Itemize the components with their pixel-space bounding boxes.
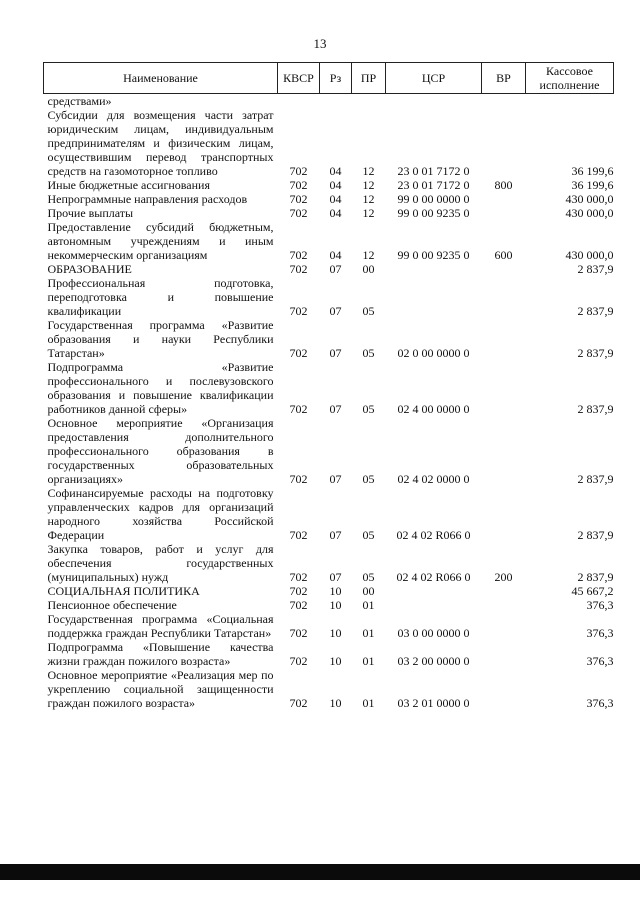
cell-name: Подпрограмма «Повышение качества жизни граждан пожилого возраста» bbox=[47, 640, 274, 668]
cell-name: Подпрограмма «Развитие профессионального и послевузовского образования и повышение квалификации работников данной сферы» bbox=[47, 360, 274, 416]
cell-pr bbox=[352, 94, 386, 109]
table-row bbox=[44, 108, 614, 178]
cell-csr: 02 4 02 R066 0 bbox=[396, 528, 471, 542]
cell-vr bbox=[482, 612, 526, 640]
cell-pr: 05 bbox=[362, 304, 375, 318]
cell-csr bbox=[386, 584, 482, 598]
cell-sum: 36 199,6 bbox=[571, 164, 614, 178]
page-number: 13 bbox=[313, 36, 327, 51]
cell-pr: 12 bbox=[362, 164, 375, 178]
cell-rz: 10 bbox=[329, 584, 342, 598]
cell-csr: 02 4 02 R066 0 bbox=[396, 570, 471, 584]
cell-rz: 04 bbox=[329, 192, 342, 206]
cell-vr bbox=[482, 668, 526, 710]
budget-execution-table bbox=[43, 62, 614, 710]
cell-pr: 05 bbox=[362, 472, 375, 486]
cell-sum: 376,3 bbox=[586, 696, 614, 710]
cell-kvsr: 702 bbox=[289, 654, 308, 668]
cell-csr: 02 4 02 0000 0 bbox=[397, 472, 470, 486]
cell-sum bbox=[526, 94, 614, 109]
cell-csr bbox=[386, 94, 482, 109]
cell-sum: 376,3 bbox=[586, 598, 614, 612]
table-body bbox=[44, 94, 614, 711]
cell-kvsr: 702 bbox=[289, 304, 308, 318]
cell-csr: 99 0 00 0000 0 bbox=[397, 192, 470, 206]
cell-pr: 01 bbox=[362, 626, 375, 640]
cell-vr: 800 bbox=[494, 178, 513, 192]
header-name: Наименование bbox=[44, 63, 278, 94]
cell-kvsr: 702 bbox=[289, 528, 308, 542]
cell-sum: 2 837,9 bbox=[577, 528, 614, 542]
cell-kvsr: 702 bbox=[289, 192, 308, 206]
table-row bbox=[44, 542, 614, 584]
cell-vr bbox=[482, 486, 526, 542]
cell-name: Государственная программа «Развитие образования и науки Республики Татарстан» bbox=[47, 318, 274, 360]
cell-vr bbox=[482, 108, 526, 178]
cell-pr: 01 bbox=[362, 654, 375, 668]
cell-kvsr: 702 bbox=[289, 262, 308, 276]
cell-sum: 2 837,9 bbox=[577, 262, 614, 276]
cell-vr bbox=[482, 192, 526, 206]
cell-sum: 45 667,2 bbox=[571, 584, 614, 598]
cell-name: средствами» bbox=[47, 94, 112, 108]
cell-csr: 03 2 00 0000 0 bbox=[397, 654, 470, 668]
table-row bbox=[44, 318, 614, 360]
cell-name: Пенсионное обеспечение bbox=[47, 598, 177, 612]
cell-sum: 2 837,9 bbox=[577, 346, 614, 360]
scan-bottom-band bbox=[0, 864, 640, 880]
cell-pr: 12 bbox=[362, 192, 375, 206]
cell-pr: 12 bbox=[362, 206, 375, 220]
cell-sum: 376,3 bbox=[586, 626, 614, 640]
cell-kvsr: 702 bbox=[289, 584, 308, 598]
header-pr: ПР bbox=[352, 63, 386, 94]
cell-pr: 05 bbox=[362, 528, 375, 542]
cell-rz: 04 bbox=[329, 248, 342, 262]
cell-sum: 2 837,9 bbox=[577, 304, 614, 318]
table-row bbox=[44, 360, 614, 416]
cell-rz: 07 bbox=[329, 570, 342, 584]
cell-kvsr bbox=[278, 94, 320, 109]
cell-csr: 99 0 00 9235 0 bbox=[397, 248, 470, 262]
cell-vr bbox=[482, 416, 526, 486]
cell-sum: 430 000,0 bbox=[565, 206, 614, 220]
cell-csr: 99 0 00 9235 0 bbox=[397, 206, 470, 220]
cell-pr: 05 bbox=[362, 402, 375, 416]
cell-csr: 03 2 01 0000 0 bbox=[397, 696, 470, 710]
cell-rz: 07 bbox=[329, 304, 342, 318]
header-csr: ЦСР bbox=[386, 63, 482, 94]
cell-csr: 02 4 00 0000 0 bbox=[397, 402, 470, 416]
cell-kvsr: 702 bbox=[289, 346, 308, 360]
cell-rz: 10 bbox=[329, 626, 342, 640]
cell-kvsr: 702 bbox=[289, 206, 308, 220]
cell-vr bbox=[482, 94, 526, 109]
cell-kvsr: 702 bbox=[289, 626, 308, 640]
cell-kvsr: 702 bbox=[289, 248, 308, 262]
header-vr: ВР bbox=[482, 63, 526, 94]
cell-name: Иные бюджетные ассигнования bbox=[47, 178, 210, 192]
cell-csr bbox=[386, 262, 482, 276]
cell-rz: 07 bbox=[329, 472, 342, 486]
cell-vr bbox=[482, 360, 526, 416]
cell-sum: 2 837,9 bbox=[577, 472, 614, 486]
table-row bbox=[44, 192, 614, 206]
cell-rz: 10 bbox=[329, 598, 342, 612]
cell-rz bbox=[320, 94, 352, 109]
cell-rz: 10 bbox=[329, 696, 342, 710]
cell-vr bbox=[482, 598, 526, 612]
cell-pr: 12 bbox=[362, 178, 375, 192]
cell-sum: 376,3 bbox=[586, 654, 614, 668]
table-row bbox=[44, 94, 614, 109]
cell-sum: 36 199,6 bbox=[571, 178, 614, 192]
cell-vr bbox=[482, 318, 526, 360]
cell-kvsr: 702 bbox=[289, 164, 308, 178]
table-header bbox=[44, 63, 614, 94]
cell-rz: 07 bbox=[329, 262, 342, 276]
cell-csr: 02 0 00 0000 0 bbox=[397, 346, 470, 360]
cell-sum: 430 000,0 bbox=[565, 248, 614, 262]
cell-name: ОБРАЗОВАНИЕ bbox=[47, 262, 132, 276]
cell-vr bbox=[482, 640, 526, 668]
cell-csr: 23 0 01 7172 0 bbox=[397, 164, 470, 178]
cell-rz: 04 bbox=[329, 164, 342, 178]
cell-name: Профессиональная подготовка, переподготовка и повышение квалификации bbox=[47, 276, 274, 318]
table-row bbox=[44, 640, 614, 668]
table-row bbox=[44, 598, 614, 612]
cell-kvsr: 702 bbox=[289, 472, 308, 486]
cell-pr: 00 bbox=[362, 262, 375, 276]
cell-name: Закупка товаров, работ и услуг для обеспечения государственных (муниципальных) нужд bbox=[47, 542, 274, 584]
cell-sum: 2 837,9 bbox=[577, 570, 614, 584]
table-row bbox=[44, 612, 614, 640]
cell-vr: 600 bbox=[494, 248, 513, 262]
table-row bbox=[44, 178, 614, 192]
cell-name: Государственная программа «Социальная поддержка граждан Республики Татарстан» bbox=[47, 612, 274, 640]
cell-vr: 200 bbox=[494, 570, 513, 584]
cell-rz: 04 bbox=[329, 178, 342, 192]
header-kvsr: КВСР bbox=[278, 63, 320, 94]
table-row bbox=[44, 220, 614, 262]
table-row bbox=[44, 276, 614, 318]
cell-vr bbox=[482, 206, 526, 220]
cell-rz: 07 bbox=[329, 402, 342, 416]
table-row bbox=[44, 206, 614, 220]
cell-name: Непрограммные направления расходов bbox=[47, 192, 248, 206]
cell-csr bbox=[386, 276, 482, 318]
cell-pr: 01 bbox=[362, 696, 375, 710]
cell-name: СОЦИАЛЬНАЯ ПОЛИТИКА bbox=[47, 584, 200, 598]
cell-vr bbox=[482, 584, 526, 598]
cell-name: Прочие выплаты bbox=[47, 206, 134, 220]
cell-pr: 01 bbox=[362, 598, 375, 612]
cell-kvsr: 702 bbox=[289, 178, 308, 192]
cell-name: Основное мероприятие «Организация предоставления дополнительного профессионального образования в государственных образовательных организациях» bbox=[47, 416, 274, 486]
cell-pr: 05 bbox=[362, 346, 375, 360]
cell-kvsr: 702 bbox=[289, 570, 308, 584]
header-sum: Кассовое исполнение bbox=[526, 63, 614, 94]
table-row bbox=[44, 486, 614, 542]
cell-name: Софинансируемые расходы на подготовку управленческих кадров для организаций народного хозяйства Российской Федерации bbox=[47, 486, 274, 542]
table-row bbox=[44, 668, 614, 710]
cell-csr: 03 0 00 0000 0 bbox=[397, 626, 470, 640]
cell-name: Основное мероприятие «Реализация мер по укреплению социальной защищенности граждан пожилого возраста» bbox=[47, 668, 274, 710]
cell-sum: 430 000,0 bbox=[565, 192, 614, 206]
table-row bbox=[44, 416, 614, 486]
cell-kvsr: 702 bbox=[289, 402, 308, 416]
cell-rz: 07 bbox=[329, 528, 342, 542]
cell-rz: 10 bbox=[329, 654, 342, 668]
cell-sum: 2 837,9 bbox=[577, 402, 614, 416]
cell-pr: 12 bbox=[362, 248, 375, 262]
cell-rz: 04 bbox=[329, 206, 342, 220]
cell-name: Предоставление субсидий бюджетным, автономным учреждениям и иным некоммерческим организациям bbox=[47, 220, 274, 262]
cell-csr: 23 0 01 7172 0 bbox=[397, 178, 470, 192]
cell-name: Субсидии для возмещения части затрат юридическим лицам, индивидуальным предпринимателям и физическим лицам, осуществившим перевод транспортных средств на газомоторное топливо bbox=[47, 108, 274, 178]
cell-pr: 05 bbox=[362, 570, 375, 584]
table-row bbox=[44, 584, 614, 598]
table-row bbox=[44, 262, 614, 276]
cell-vr bbox=[482, 276, 526, 318]
cell-rz: 07 bbox=[329, 346, 342, 360]
cell-csr bbox=[386, 598, 482, 612]
cell-kvsr: 702 bbox=[289, 696, 308, 710]
cell-kvsr: 702 bbox=[289, 598, 308, 612]
cell-vr bbox=[482, 262, 526, 276]
cell-pr: 00 bbox=[362, 584, 375, 598]
header-rz: Рз bbox=[320, 63, 352, 94]
